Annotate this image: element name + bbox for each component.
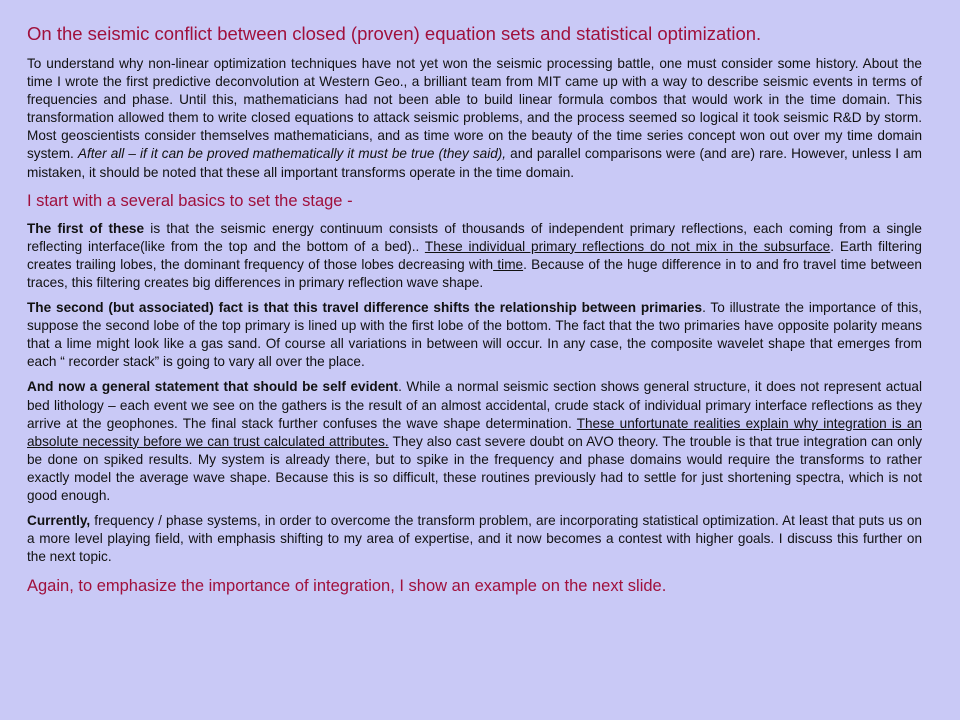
first-fact-paragraph: [27, 220, 922, 292]
intro-italic-quote: After all – if it can be proved mathematically it must be true (they said),: [77, 146, 507, 162]
first-fact-text-1: is that the seismic energy continuum consists of thousands of independent primary reflections, each coming from a single reflecting interface(like from the top and the bottom of a bed)..: [27, 220, 922, 254]
currently-paragraph: [27, 512, 922, 566]
slide-title: On the seismic conflict between closed (proven) equation sets and statistical optimization.: [27, 23, 762, 44]
intro-text-1: To understand why non-linear optimization techniques have not yet won the seismic processing battle, one must consider some history. About the time I wrote the first predictive deconvolution at Western Geo., a brilliant team from MIT came up with a way to describe seismic events in terms of frequencies and phase. Until this, mathematicians had not been able to build linear formula combos that would work in the time domain. This transformation allowed them to write closed equations to attack seismic problems, and the process seemed so logical it took seismic R&D by storm. Most geoscientists consider themselves mathematicians, and as time wore on the beauty of the time series concept won out over my time domain system.: [27, 56, 922, 162]
general-statement-paragraph: [27, 378, 922, 505]
second-fact-lead: The second (but associated) fact is that this travel difference shifts the relationship between primaries: [27, 300, 703, 316]
general-statement-underline: These unfortunate realities explain why integration is an absolute necessity before we can trust calculated attributes.: [27, 415, 922, 449]
first-fact-underline-2: time: [493, 256, 524, 272]
general-statement-text-1: . While a normal seismic section shows general structure, it does not represent actual bed lithology – each event we see on the gathers is the result of an almost accidental, crude stack of individual primary interface reflections as they arrive at the geophones. The final stack further confuses the wave shape determination.: [27, 379, 922, 431]
second-fact-paragraph: [27, 299, 922, 371]
first-fact-text-2: . Earth filtering creates trailing lobes, the dominant frequency of those lobes decreasing with: [27, 238, 922, 272]
currently-text: frequency / phase systems, in order to overcome the transform problem, are incorporating statistical optimization. At least that puts us on a more level playing field, with emphasis shifting to my area of expertise, and it now becomes a contest with higher goals. I discuss this further on the next topic.: [27, 513, 922, 565]
intro-paragraph: [27, 55, 922, 182]
first-fact-underline-1: These individual primary reflections do not mix in the subsurface: [424, 238, 831, 254]
intro-text-2: and parallel comparisons were (and are) rare. However, unless I am mistaken, it should be noted that these all important transforms operate in the time domain.: [27, 146, 922, 180]
section-heading: I start with a several basics to set the stage -: [27, 191, 353, 210]
general-statement-lead: And now a general statement that should be self evident: [27, 379, 399, 395]
general-statement-text-2: They also cast severe doubt on AVO theory. The trouble is that true integration can only be done on spiked results. My system is already there, but to spike in the frequency and phase domains would require the transforms to rather exactly model the average wave shape. Because this is so difficult, these routines previously had to settle for just shortening spectra, which is not good enough.: [27, 433, 923, 503]
closing-statement: Again, to emphasize the importance of integration, I show an example on the next slide.: [27, 577, 667, 596]
first-fact-lead: The first of these: [27, 220, 145, 236]
second-fact-text: . To illustrate the importance of this, suppose the second lobe of the top primary is lined up with the first lobe of the bottom. The fact that the two primaries have opposite polarity means that a lime might look like a gas sand. Of course all variations in between will occur. In any case, the composite wavelet shape that emerges from each “ recorder stack” is going to vary all over the place.: [27, 300, 922, 370]
first-fact-text-3: . Because of the huge difference in to and fro travel time between traces, this filtering creates big differences in primary reflection wave shape.: [27, 256, 922, 290]
currently-lead: Currently,: [27, 513, 91, 529]
